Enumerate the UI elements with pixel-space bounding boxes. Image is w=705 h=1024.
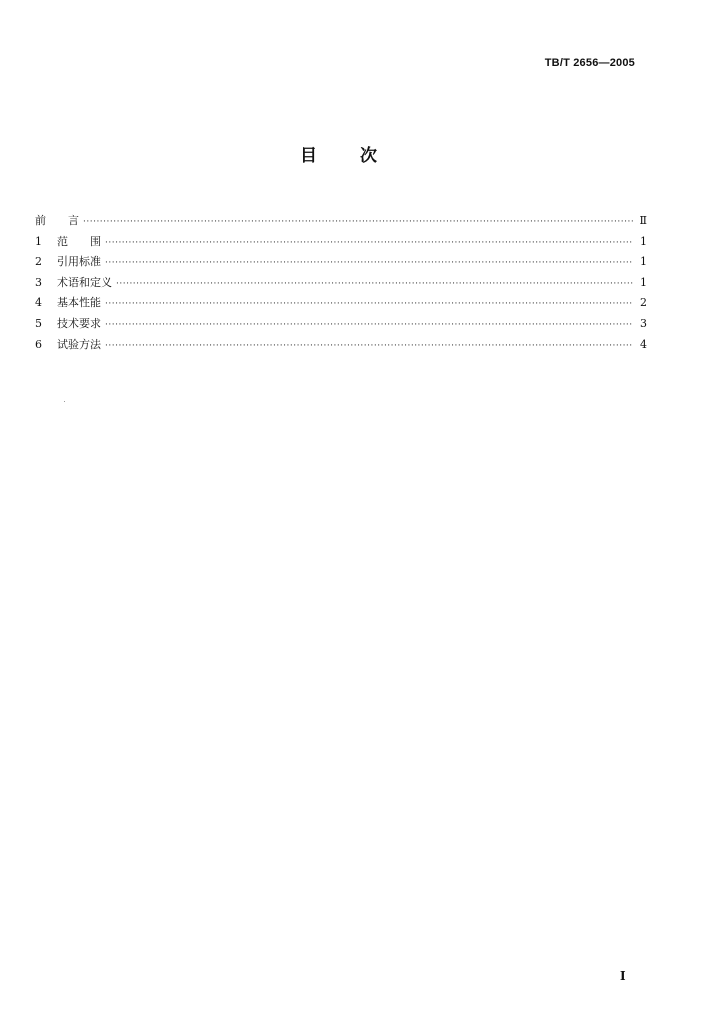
page-number: Ⅰ bbox=[620, 969, 626, 983]
toc-leader-dots bbox=[116, 279, 633, 289]
toc-entry-number: 3 bbox=[35, 275, 42, 289]
toc-heading-part2: 次 bbox=[360, 146, 377, 166]
toc-entry-number: 1 bbox=[35, 234, 42, 248]
toc-heading-part1: 目 bbox=[300, 146, 317, 166]
toc-leader-dots bbox=[105, 238, 633, 248]
toc-entry-label: 试验方法 bbox=[57, 337, 101, 351]
toc-entry-test-methods[interactable] bbox=[35, 336, 647, 357]
toc-entry-number: 2 bbox=[35, 255, 42, 269]
toc-entry-label: 基本性能 bbox=[57, 296, 101, 310]
toc-entry-label: 引用标准 bbox=[57, 255, 101, 269]
standard-code: TB/T 2656—2005 bbox=[544, 57, 635, 69]
toc-entry-number: 4 bbox=[35, 296, 42, 310]
scan-speck bbox=[64, 401, 65, 402]
toc-entry-page: 3 bbox=[640, 316, 647, 330]
toc-entry-label: 技术要求 bbox=[57, 316, 101, 330]
toc-entry-label: 范 围 bbox=[57, 234, 101, 248]
toc-entry-foreword[interactable] bbox=[35, 212, 647, 233]
toc-entry-label: 前 言 bbox=[35, 214, 79, 227]
toc-leader-dots bbox=[105, 341, 633, 351]
toc-entry-basic-performance[interactable] bbox=[35, 294, 647, 315]
toc-entry-normative-references[interactable] bbox=[35, 253, 647, 274]
toc-entry-number: 5 bbox=[35, 316, 42, 330]
toc-leader-dots bbox=[105, 320, 633, 330]
toc-list bbox=[35, 212, 647, 356]
toc-entry-number: 6 bbox=[35, 337, 42, 351]
toc-entry-label: 术语和定义 bbox=[57, 275, 112, 289]
toc-entry-page: 4 bbox=[640, 337, 647, 351]
toc-entry-page: 1 bbox=[640, 275, 647, 289]
toc-entry-page: 1 bbox=[640, 234, 647, 248]
toc-entry-terms-definitions[interactable] bbox=[35, 274, 647, 295]
toc-entry-page: 1 bbox=[640, 255, 647, 269]
toc-entry-technical-requirements[interactable] bbox=[35, 315, 647, 336]
toc-entry-scope[interactable] bbox=[35, 233, 647, 254]
toc-entry-page: 2 bbox=[640, 296, 647, 310]
toc-leader-dots bbox=[105, 258, 633, 268]
toc-leader-dots bbox=[83, 217, 633, 227]
toc-entry-page: Ⅱ bbox=[639, 214, 647, 227]
toc-leader-dots bbox=[105, 299, 633, 309]
